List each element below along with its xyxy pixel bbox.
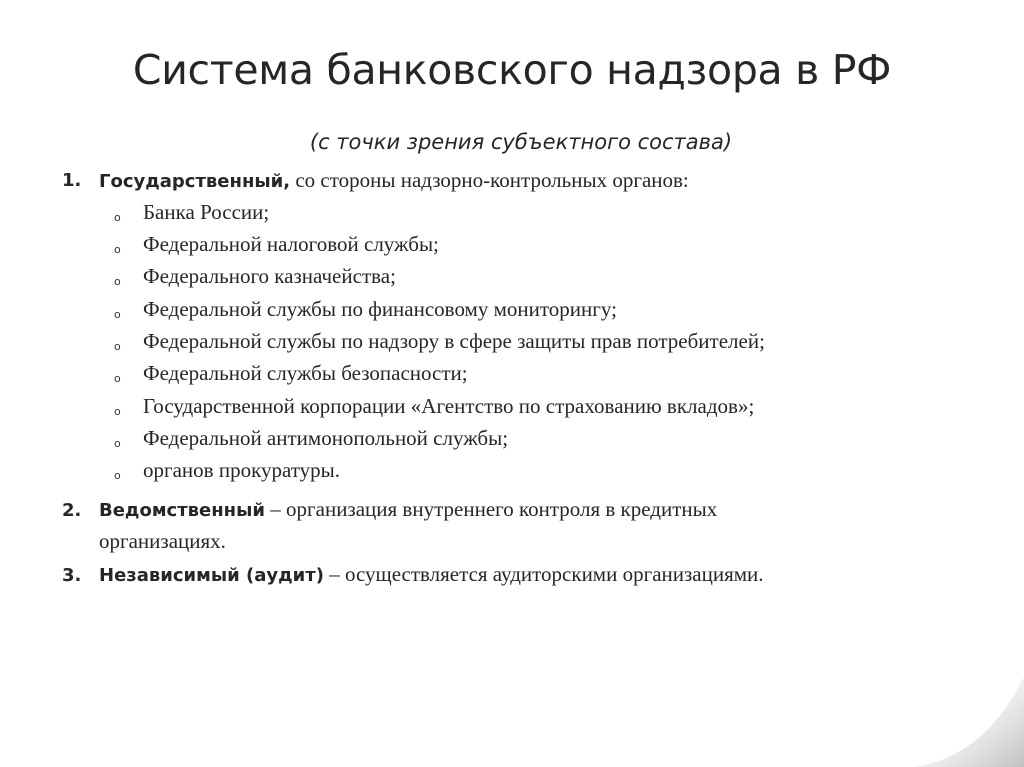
- list-item-number: 3.: [62, 565, 82, 586]
- list-item-heading: Ведомственный: [99, 500, 266, 521]
- slide-title: Система банковского надзора в РФ: [132, 46, 892, 94]
- sub-list-item: Федеральной антимонопольной службы;: [143, 426, 509, 450]
- sub-list-item: Федеральной службы безопасности;: [143, 361, 468, 385]
- list-item-text: – организация внутреннего контроля в кредитных: [265, 497, 718, 521]
- list-item-number: 1.: [62, 170, 82, 191]
- list-item-3: [99, 562, 764, 587]
- bullet-icon: o: [114, 340, 121, 353]
- list-item-1: [99, 168, 689, 193]
- list-item-heading: Независимый (аудит): [99, 565, 324, 586]
- bullet-icon: o: [114, 308, 121, 321]
- list-item-text: – осуществляется аудиторскими организациями.: [323, 562, 764, 586]
- bullet-icon: o: [114, 469, 121, 482]
- sub-list-item: Федеральной налоговой службы;: [143, 232, 439, 256]
- sub-list-item: Банка России;: [143, 200, 270, 224]
- list-item-continuation: организациях.: [99, 529, 226, 553]
- bullet-icon: o: [114, 211, 121, 224]
- bullet-icon: o: [114, 275, 121, 288]
- bullet-icon: o: [114, 243, 121, 256]
- bullet-icon: o: [114, 437, 121, 450]
- sub-list-item: Федеральной службы по финансовому мониторингу;: [143, 297, 617, 321]
- sub-list-item: Федерального казначейства;: [143, 264, 396, 288]
- list-item-2: [99, 497, 717, 522]
- list-item-heading: Государственный,: [99, 171, 291, 192]
- slide-subtitle: (с точки зрения субъектного состава): [309, 130, 733, 154]
- sub-list-item: Государственной корпорации «Агентство по страхованию вкладов»;: [143, 394, 755, 418]
- sub-list-item: Федеральной службы по надзору в сфере защиты прав потребителей;: [143, 329, 765, 353]
- list-item-number: 2.: [62, 500, 82, 521]
- list-item-text: со стороны надзорно-контрольных органов:: [290, 168, 689, 192]
- bullet-icon: o: [114, 372, 121, 385]
- bullet-icon: o: [114, 405, 121, 418]
- sub-list-item: органов прокуратуры.: [143, 458, 341, 482]
